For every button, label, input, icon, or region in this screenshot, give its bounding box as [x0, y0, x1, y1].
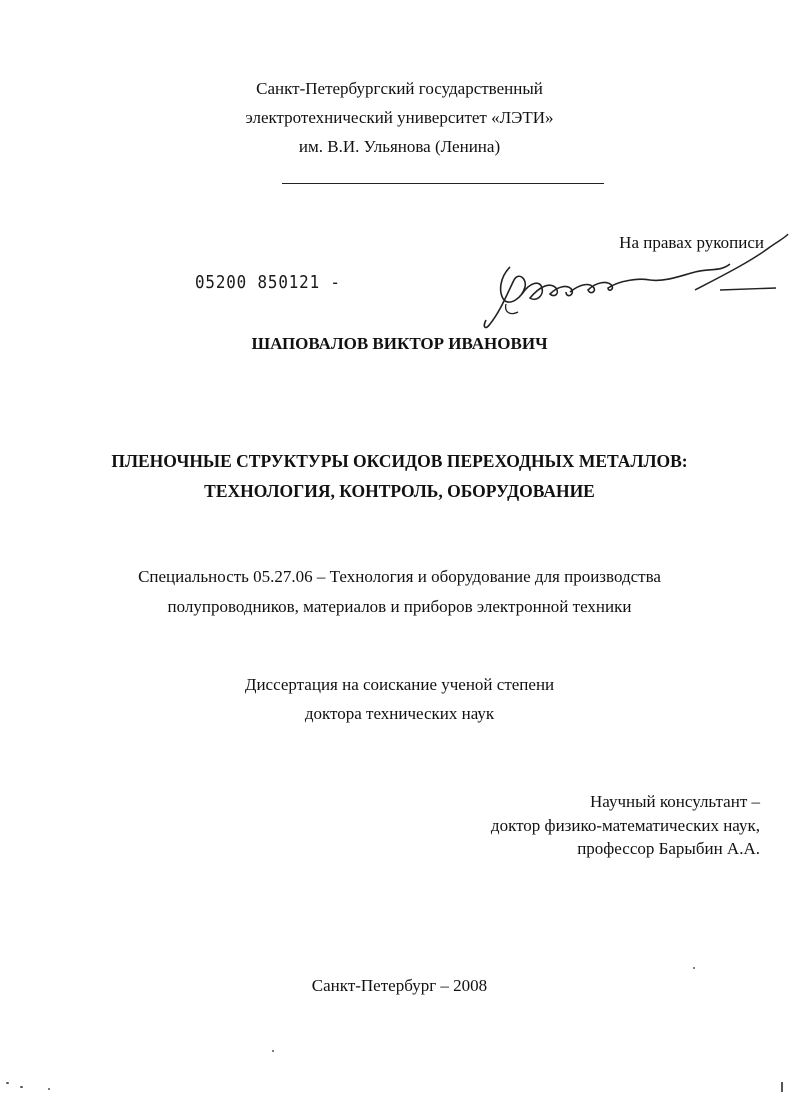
registration-code: 05200 850121 -	[195, 272, 341, 293]
scan-speck	[48, 1088, 50, 1090]
rights-note: На правах рукописи	[619, 233, 764, 252]
scan-speck	[6, 1082, 9, 1084]
specialty-line2: полупроводников, материалов и приборов электронной техники	[167, 597, 632, 616]
university-name-line2: электротехнический университет «ЛЭТИ»	[245, 108, 554, 127]
city-year: Санкт-Петербург – 2008	[311, 976, 488, 995]
header-divider	[282, 183, 604, 184]
scan-speck	[693, 967, 695, 969]
advisor-name: профессор Барыбин А.А.	[577, 839, 760, 858]
specialty-line1: Специальность 05.27.06 – Технология и оборудование для производства	[138, 567, 661, 586]
degree-line2: доктора технических наук	[304, 704, 495, 723]
author-name: ШАПОВАЛОВ ВИКТОР ИВАНОВИЧ	[251, 334, 548, 353]
scan-speck	[272, 1050, 274, 1052]
university-name-line1: Санкт-Петербургский государственный	[256, 79, 543, 98]
degree-line1: Диссертация на соискание ученой степени	[244, 675, 555, 694]
university-name-line3: им. В.И. Ульянова (Ленина)	[298, 137, 501, 156]
advisor-degree: доктор физико-математических наук,	[490, 816, 760, 835]
signature-icon	[470, 232, 790, 342]
title-line1: ПЛЕНОЧНЫЕ СТРУКТУРЫ ОКСИДОВ ПЕРЕХОДНЫХ МЕТАЛЛОВ:	[111, 451, 688, 471]
scan-speck	[20, 1086, 23, 1088]
scan-speck	[781, 1082, 783, 1092]
advisor-role: Научный консультант –	[590, 792, 760, 811]
title-line2: ТЕХНОЛОГИЯ, КОНТРОЛЬ, ОБОРУДОВАНИЕ	[204, 481, 595, 501]
